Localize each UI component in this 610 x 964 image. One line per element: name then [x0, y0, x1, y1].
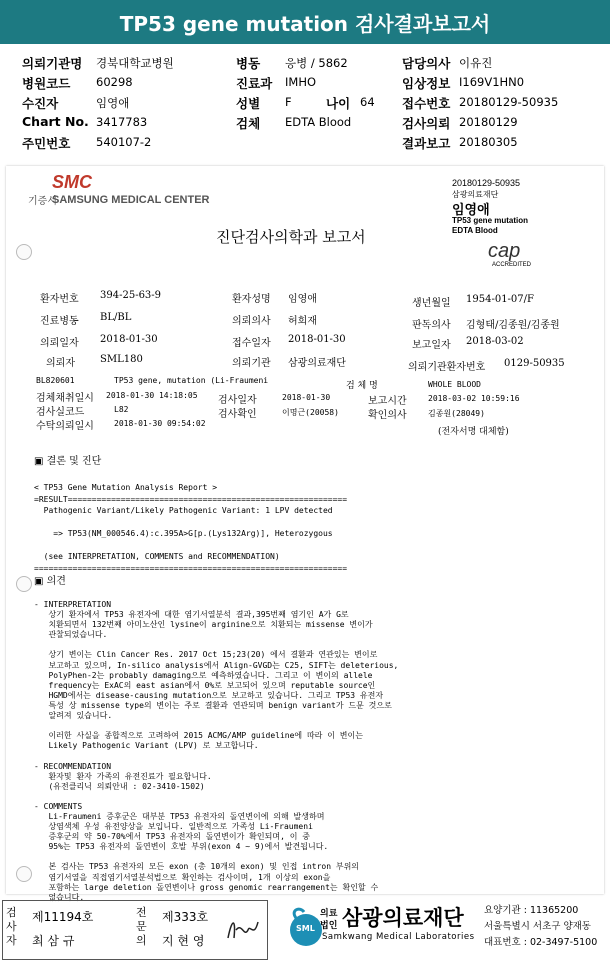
report-line — [34, 540, 347, 552]
value-receipt-no: 20180129-50935 — [459, 95, 559, 109]
label-org: 삼광의료재단 — [452, 190, 499, 199]
org-small-2: 법인 — [320, 921, 338, 931]
opinion-line: - COMMENTS — [34, 801, 83, 811]
specimen-value: WHOLE BLOOD — [428, 380, 481, 389]
value-request-date: 20180129 — [459, 115, 518, 129]
report-line — [34, 517, 347, 529]
specialist-label: 전문의 — [136, 906, 147, 947]
label-specimen: 검체 — [236, 116, 261, 131]
doc-title: 진단검사의학과 보고서 — [216, 228, 366, 246]
info-value: 허희재 — [288, 316, 317, 327]
label-hospital-code: 병원코드 — [22, 76, 71, 91]
value-hospital-code: 60298 — [96, 75, 133, 89]
label-receipt-no: 접수번호 — [402, 96, 451, 111]
opinion-line: 알려져 있습니다. — [34, 711, 113, 721]
report-title: TP53 gene mutation 검사결과보고서 — [119, 11, 491, 36]
label-test: TP53 gene mutation — [452, 216, 529, 225]
header-info — [0, 52, 610, 152]
value-doctor: 이유진 — [459, 56, 493, 70]
time-label: 확인의사 — [368, 410, 407, 421]
smc-logo: SMC — [52, 172, 92, 192]
org-small-1: 의료 — [320, 909, 338, 919]
opinion-line: 증후군의 약 50-70%에서 TP53 유전자의 돌연변이가 확인되며, 이 중 — [34, 832, 310, 842]
opinion-line: 본 검사는 TP53 유전자의 모든 exon (총 10개의 exon) 및 인접 intron 부위의 — [34, 862, 360, 872]
label-request-date: 검사의뢰 — [402, 116, 451, 131]
info-label: 의뢰의사 — [232, 316, 271, 327]
time-value: 2018-01-30 09:54:02 — [114, 419, 206, 428]
opinion-line: frequency는 ExAC의 east asian에서 0%로 보고되어 있으며 reputable source인 — [34, 680, 376, 690]
report-line: => TP53(NM_000546.4):c.395A>G[p.(Lys132Arg)], Heterozygous — [34, 529, 333, 538]
punch-hole — [16, 576, 32, 592]
time-value: 이명근(20058) — [282, 408, 339, 417]
opinion-line: 특성 상 missense type의 변이는 주로 결환과 연관되며 benign variant가 드문 것으로 — [34, 700, 392, 710]
info-label: 환자성명 — [232, 294, 271, 305]
label-sex: 성별 — [236, 96, 261, 111]
value-report-date: 20180305 — [459, 135, 518, 149]
time-value: 2018-01-30 — [282, 393, 331, 402]
info-label: 의뢰일자 — [40, 338, 79, 349]
opinion-line: 95%는 TP53 유전자의 돌연변이 호발 부위(exon 4 ~ 9)에서 발견됩니다. — [34, 842, 329, 852]
opinion-line: HGMD에서는 disease-causing mutation으로 보고하고 있습니다. 그리고 TP53 유전자 — [34, 690, 384, 700]
opinion-line: 보고하고 있으며, In-silico analysis에서 Align-GVGD는 C25, SIFT는 deleterious, — [34, 660, 399, 670]
value-resident-no: 540107-2 — [96, 135, 152, 149]
tester-label: 검사자 — [6, 906, 17, 947]
label-resident-no: 주민번호 — [22, 136, 71, 151]
opinion-line: 치환되면서 132번째 아미노산인 lysine이 arginine으로 치환되는 missense 변이가 — [34, 620, 373, 630]
info-label: 진료병동 — [40, 316, 79, 327]
opinion-line — [34, 852, 398, 862]
punch-hole — [16, 866, 32, 882]
opinion-line: (유전클리닉 의뢰안내 : 02-3410-1502) — [34, 781, 205, 791]
time-value: 2018-03-02 10:59:16 — [428, 394, 520, 403]
info-value: 김형태/김종원/김종원 — [466, 320, 560, 331]
label-doctor: 담당의사 — [402, 56, 451, 71]
info-label: 접수일자 — [232, 338, 271, 349]
opinion-line: 관찰되었습니다. — [34, 630, 108, 640]
value-dept: IMHO — [285, 75, 317, 89]
info-label: 판독의사 — [412, 320, 451, 331]
time-value: 김종원(28049) — [428, 409, 485, 418]
info-value: 0129-50935 — [504, 358, 565, 369]
label-ward: 병동 — [236, 56, 261, 71]
label-no: 20180129-50935 — [452, 178, 521, 188]
info-label: 의뢰기관환자번호 — [408, 362, 486, 373]
smc-center-name: SAMSUNG MEDICAL CENTER — [52, 194, 210, 206]
info-value: 1954-01-07/F — [466, 294, 534, 305]
label-age: 나이 — [326, 96, 351, 111]
opinion-line: 상기 환자에서 TP53 유전자에 대한 염기서열분석 결과,395번째 염기인 A가 G로 — [34, 610, 349, 620]
test-code: BL820601 — [36, 376, 75, 385]
opinion-line: Likely Pathogenic Variant (LPV) 로 보고합니다. — [34, 741, 259, 751]
value-ward: 응병 / 5862 — [285, 56, 348, 70]
opinion-line: 상염색체 우성 유전양상을 보입니다. 일반적으로 가족성 Li-Fraumeni — [34, 822, 313, 832]
specimen-label: 검 체 명 — [346, 381, 378, 391]
info-value: 임영애 — [288, 294, 317, 305]
org-address: 서울특별시 서초구 양재동 — [484, 921, 591, 932]
info-value: 삼광의료재단 — [288, 358, 346, 369]
opinion-line: 없습니다. — [34, 892, 85, 902]
value-age: 64 — [360, 95, 375, 109]
label-patient: 수진자 — [22, 96, 59, 111]
org-name: 삼광의료재단 — [342, 906, 464, 930]
cap-accredited: ACCREDITED — [492, 262, 532, 268]
label-specimen: EDTA Blood — [452, 226, 498, 235]
label-chart-no: Chart No. — [22, 114, 89, 129]
specialist-name: 지 현 영 — [162, 934, 205, 948]
opinion-line: 상기 변이는 Clin Cancer Res. 2017 Oct 15;23(20) 에서 결환과 연관있는 변이로 — [34, 650, 378, 660]
test-name: TP53 gene, mutation (Li-Fraumeni — [114, 376, 269, 385]
org-code: 요양기관 : 11365200 — [484, 905, 579, 916]
opinion-line: 이러한 사실을 종합적으로 고려하여 2015 ACMG/AMP guideline에 따라 이 변이는 — [34, 731, 363, 741]
info-label: 의뢰자 — [46, 358, 75, 369]
info-value: 2018-01-30 — [288, 334, 346, 345]
footer — [0, 898, 610, 964]
signature-icon — [222, 908, 262, 948]
org-phone: 대표번호 : 02-3497-5100 — [484, 937, 598, 948]
e-sign-note: (전자서명 대체함) — [438, 427, 509, 437]
opinion-line: - INTERPRETATION — [34, 600, 112, 609]
value-specimen: EDTA Blood — [285, 115, 352, 129]
time-label: 검사실코드 — [36, 407, 85, 418]
info-value: 394-25-63-9 — [100, 290, 162, 301]
result-report — [34, 482, 347, 574]
info-label: 의뢰기관 — [232, 358, 271, 369]
tester-license: 제11194호 — [32, 910, 94, 924]
report-line: (see INTERPRETATION, COMMENTS and RECOMMENDATION) — [34, 552, 280, 561]
opinion-line — [34, 751, 398, 761]
time-value: 2018-01-30 14:18:05 — [106, 391, 198, 400]
opinion-line — [34, 640, 398, 650]
report-banner — [0, 0, 610, 44]
time-label: 보고시간 — [368, 396, 407, 407]
report-line: Pathogenic Variant/Likely Pathogenic Variant: 1 LPV detected — [34, 506, 333, 515]
value-clinical: I169V1HN0 — [459, 75, 525, 89]
time-label: 검사확인 — [218, 409, 257, 420]
opinion-text — [34, 600, 398, 903]
time-value: L82 — [114, 405, 129, 414]
tester-name: 최 삼 규 — [32, 934, 75, 948]
scanned-report — [6, 166, 604, 902]
time-label: 검사일자 — [218, 395, 257, 406]
info-value: 2018-01-30 — [100, 334, 158, 345]
opinion-line: PolyPhen-2는 probably damaging으로 예측하였습니다. 그리고 이 변이의 allele — [34, 670, 373, 680]
org-english: Samkwang Medical Laboratories — [322, 932, 475, 942]
report-line: ================================================================= — [34, 563, 348, 573]
info-label: 보고일자 — [412, 340, 451, 351]
label-name: 임영애 — [452, 202, 490, 217]
label-org: 의뢰기관명 — [22, 56, 83, 71]
sml-logo-text: SML — [296, 924, 315, 933]
opinion-line — [34, 721, 398, 731]
punch-hole — [16, 244, 32, 260]
label-report-date: 결과보고 — [402, 136, 451, 151]
section-opinion: ▣ 의견 — [34, 576, 66, 587]
label-clinical: 임상정보 — [402, 76, 451, 91]
opinion-line: 포함하는 large deletion 돌연변이나 gross genomic rearrangement는 확인할 수 — [34, 882, 379, 892]
info-label: 환자번호 — [40, 294, 79, 305]
opinion-line: 환자및 환자 가족의 유전진료가 필요합니다. — [34, 771, 212, 781]
value-sex: F — [285, 95, 292, 109]
label-dept: 진료과 — [236, 76, 273, 91]
specialist-license: 제333호 — [162, 910, 209, 924]
report-line: =RESULT========================================================== — [34, 494, 348, 504]
value-chart-no: 3417783 — [96, 115, 148, 129]
time-label: 수탁의뢰일시 — [36, 421, 94, 432]
value-patient: 임영애 — [96, 96, 130, 110]
opinion-line — [34, 792, 398, 802]
info-value: SML180 — [100, 354, 143, 365]
cap-logo: cap — [488, 240, 521, 262]
report-line: < TP53 Gene Mutation Analysis Report > — [34, 483, 218, 492]
info-value: 2018-03-02 — [466, 336, 524, 347]
value-org: 경북대학교병원 — [96, 56, 174, 70]
info-label: 생년월일 — [412, 298, 451, 309]
time-label: 검체채취일시 — [36, 393, 94, 404]
logo-prefix: 기증서 — [28, 196, 57, 207]
opinion-line: - RECOMMENDATION — [34, 761, 112, 771]
info-value: BL/BL — [100, 312, 132, 323]
opinion-line: 염기서열을 직접염기서열분석법으로 확인하는 검사이며, 1개 이상의 exon을 — [34, 872, 331, 882]
opinion-line: Li-Fraumeni 증후군은 대부분 TP53 유전자의 돌연변이에 의해 발생하며 — [34, 811, 325, 821]
section-conclusion: ▣ 결론 및 진단 — [34, 456, 102, 467]
